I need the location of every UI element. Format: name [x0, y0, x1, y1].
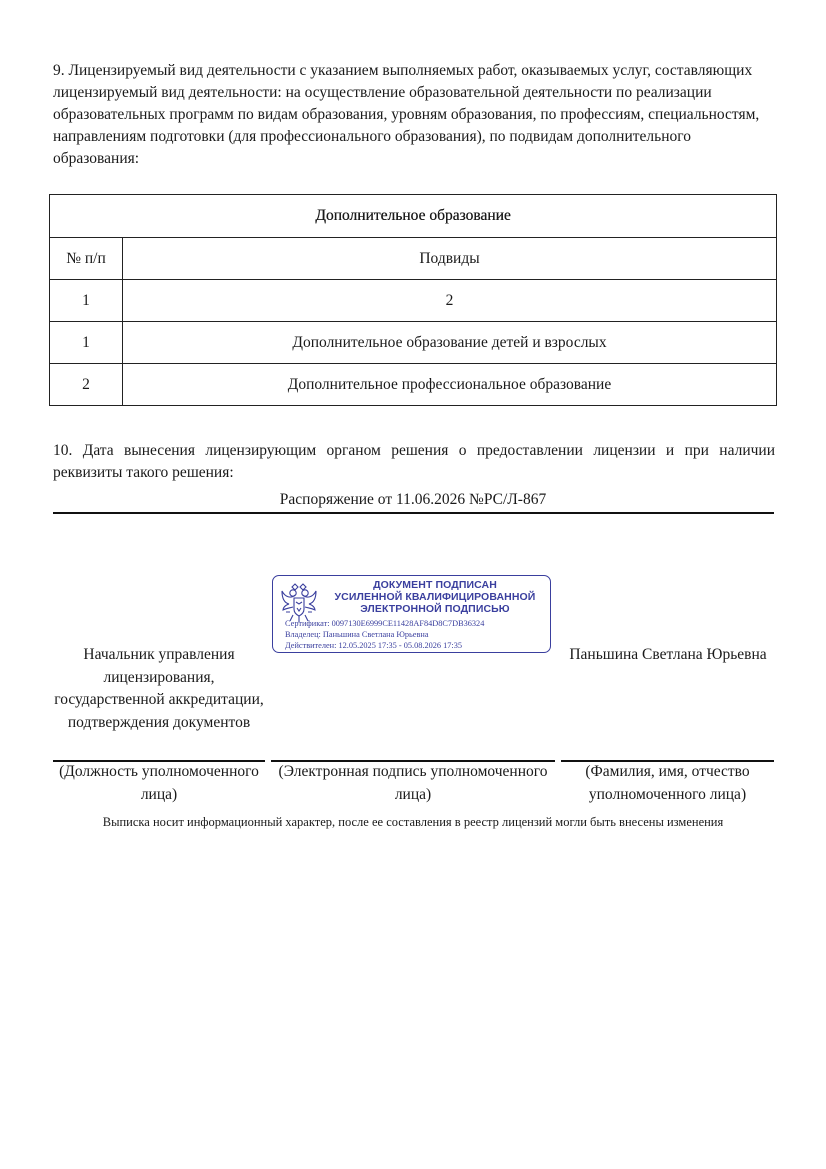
table-header-row [50, 238, 777, 280]
header-subtypes: Подвиды [123, 238, 777, 280]
section-10-text: 10. Дата вынесения лицензирующим органом решения о предоставлении лицензии и при наличии реквизиты такого решения: [53, 442, 775, 481]
signatory-position: Начальник управления лицензирования, государственной аккредитации, подтверждения документов [54, 646, 264, 731]
table-row [50, 364, 777, 406]
stamp-owner: Владелец: Паньшина Светлана Юрьевна [285, 630, 429, 639]
caption-position: (Должность уполномоченного лица) [59, 763, 259, 803]
disclaimer-footnote: Выписка носит информационный характер, после ее составления в реестр лицензий могли быть внесены изменения [102, 815, 724, 829]
caption-name: (Фамилия, имя, отчество уполномоченного лица) [585, 763, 750, 803]
stamp-line-1: ДОКУМЕНТ ПОДПИСАН [373, 579, 497, 591]
decision-underline [53, 512, 774, 514]
stamp-certificate: Сертификат: 0097130E6999CE11428AF84D8C7DB36324 [285, 619, 485, 628]
table-title-row [50, 195, 777, 238]
decision-reference: Распоряжение от 11.06.2026 №РС/Л-867 [279, 491, 547, 508]
index-col-2: 2 [123, 280, 777, 322]
row-number: 2 [50, 364, 123, 406]
header-number: № п/п [50, 238, 123, 280]
electronic-signature-stamp [272, 575, 551, 653]
signatory-name: Паньшина Светлана Юрьевна [569, 646, 767, 663]
row-subtype: Дополнительное профессиональное образование [123, 364, 777, 406]
row-subtype: Дополнительное образование детей и взрослых [123, 322, 777, 364]
stamp-line-2: УСИЛЕННОЙ КВАЛИФИЦИРОВАННОЙ [334, 591, 536, 603]
stamp-line-3: ЭЛЕКТРОННОЙ ПОДПИСЬЮ [360, 603, 510, 615]
table-row [50, 322, 777, 364]
row-number: 1 [50, 322, 123, 364]
stamp-validity: Действителен: 12.05.2025 17:35 - 05.08.2026 17:35 [285, 641, 463, 650]
table-title: Дополнительное образование [50, 195, 777, 238]
index-col-1: 1 [50, 280, 123, 322]
caption-signature: (Электронная подпись уполномоченного лица) [278, 763, 548, 803]
section-9-text: 9. Лицензируемый вид деятельности с указанием выполняемых работ, оказываемых услуг, составляющих лицензируемый вид деятельности: на осуществление образовательной деятельности по реализации образовательных программ по видам образования, уровням образования, по профессиям, специальностям, направлениям подготовки (для профессионального образования), по подвидам дополнительного образования: [53, 62, 760, 167]
activity-table [49, 194, 777, 406]
table-index-row [50, 280, 777, 322]
